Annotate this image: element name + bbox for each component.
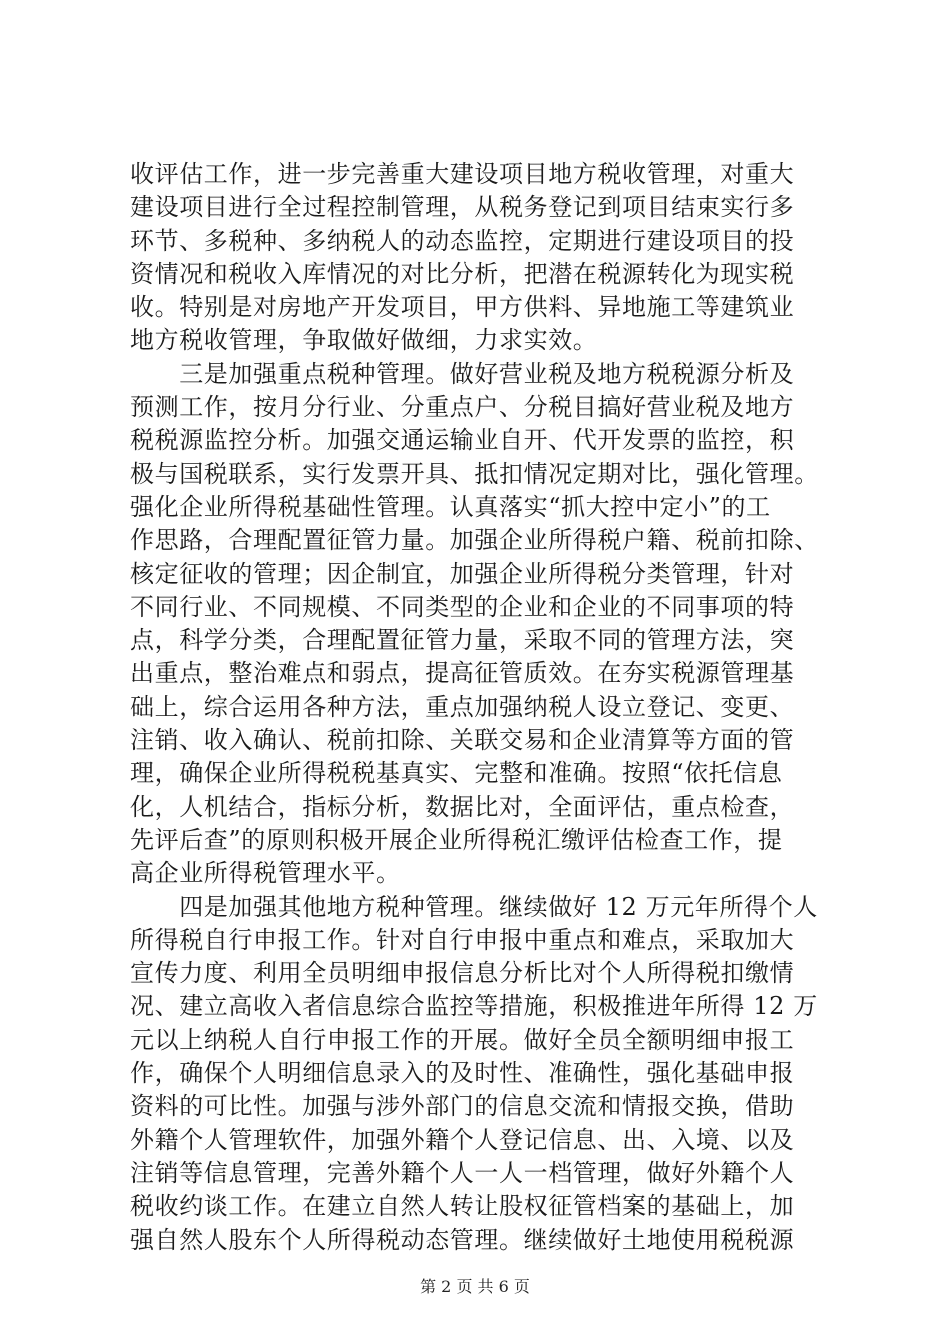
text-line: 预测工作，按月分行业、分重点户、分税目搞好营业税及地方	[130, 393, 795, 422]
text-line: 资情况和税收入库情况的对比分析，把潜在税源转化为现实税	[130, 259, 795, 288]
text-line: 作思路，合理配置征管力量。加强企业所得税户籍、税前扣除、	[130, 526, 819, 555]
text-line: 出重点，整治难点和弱点，提高征管质效。在夯实税源管理基	[130, 659, 795, 688]
text-line: 核定征收的管理；因企制宜，加强企业所得税分类管理，针对	[130, 559, 795, 588]
text-line: 强自然人股东个人所得税动态管理。继续做好土地使用税税源	[130, 1225, 795, 1254]
text-line: 宣传力度、利用全员明细申报信息分析比对个人所得税扣缴情	[130, 959, 795, 988]
text-line: 高企业所得税管理水平。	[130, 859, 401, 888]
text-line: 作，确保个人明细信息录入的及时性、准确性，强化基础申报	[130, 1059, 795, 1088]
text-line: 四是加强其他地方税种管理。继续做好 12 万元年所得个人	[130, 892, 818, 921]
text-line: 不同行业、不同规模、不同类型的企业和企业的不同事项的特	[130, 592, 795, 621]
text-line: 资料的可比性。加强与涉外部门的信息交流和情报交换，借助	[130, 1092, 795, 1121]
text-line: 强化企业所得税基础性管理。认真落实“抓大控中定小”的工	[130, 492, 771, 521]
text-line: 地方税收管理，争取做好做细，力求实效。	[130, 326, 598, 355]
text-line: 点，科学分类，合理配置征管力量，采取不同的管理方法，突	[130, 626, 795, 655]
text-line: 税收约谈工作。在建立自然人转让股权征管档案的基础上，加	[130, 1192, 795, 1221]
text-line: 建设项目进行全过程控制管理，从税务登记到项目结束实行多	[130, 193, 795, 222]
text-line: 注销等信息管理，完善外籍个人一人一档管理，做好外籍个人	[130, 1158, 795, 1187]
document-body	[130, 158, 830, 1257]
text-line: 税税源监控分析。加强交通运输业自开、代开发票的监控，积	[130, 426, 795, 455]
text-line: 外籍个人管理软件，加强外籍个人登记信息、出、入境、以及	[130, 1125, 795, 1154]
text-line: 理，确保企业所得税税基真实、完整和准确。按照“依托信息	[130, 759, 783, 788]
text-line: 先评后查”的原则积极开展企业所得税汇缴评估检查工作，提	[130, 825, 783, 854]
text-line: 化，人机结合，指标分析，数据比对，全面评估，重点检查，	[130, 792, 795, 821]
page-number-footer: 第 2 页 共 6 页	[420, 1277, 530, 1296]
text-line: 元以上纳税人自行申报工作的开展。做好全员全额明细申报工	[130, 1025, 795, 1054]
text-line: 收评估工作，进一步完善重大建设项目地方税收管理，对重大	[130, 160, 795, 188]
text-line: 所得税自行申报工作。针对自行申报中重点和难点，采取加大	[130, 925, 795, 954]
text-line: 环节、多税种、多纳税人的动态监控，定期进行建设项目的投	[130, 226, 795, 255]
text-line: 况、建立高收入者信息综合监控等措施，积极推进年所得 12 万	[130, 992, 818, 1021]
text-line: 础上，综合运用各种方法，重点加强纳税人设立登记、变更、	[130, 692, 795, 721]
text-line: 三是加强重点税种管理。做好营业税及地方税税源分析及	[130, 359, 795, 388]
text-line: 收。特别是对房地产开发项目，甲方供料、异地施工等建筑业	[130, 293, 795, 322]
text-line: 极与国税联系，实行发票开具、抵扣情况定期对比，强化管理。	[130, 459, 819, 488]
text-line: 注销、收入确认、税前扣除、关联交易和企业清算等方面的管	[130, 726, 795, 755]
